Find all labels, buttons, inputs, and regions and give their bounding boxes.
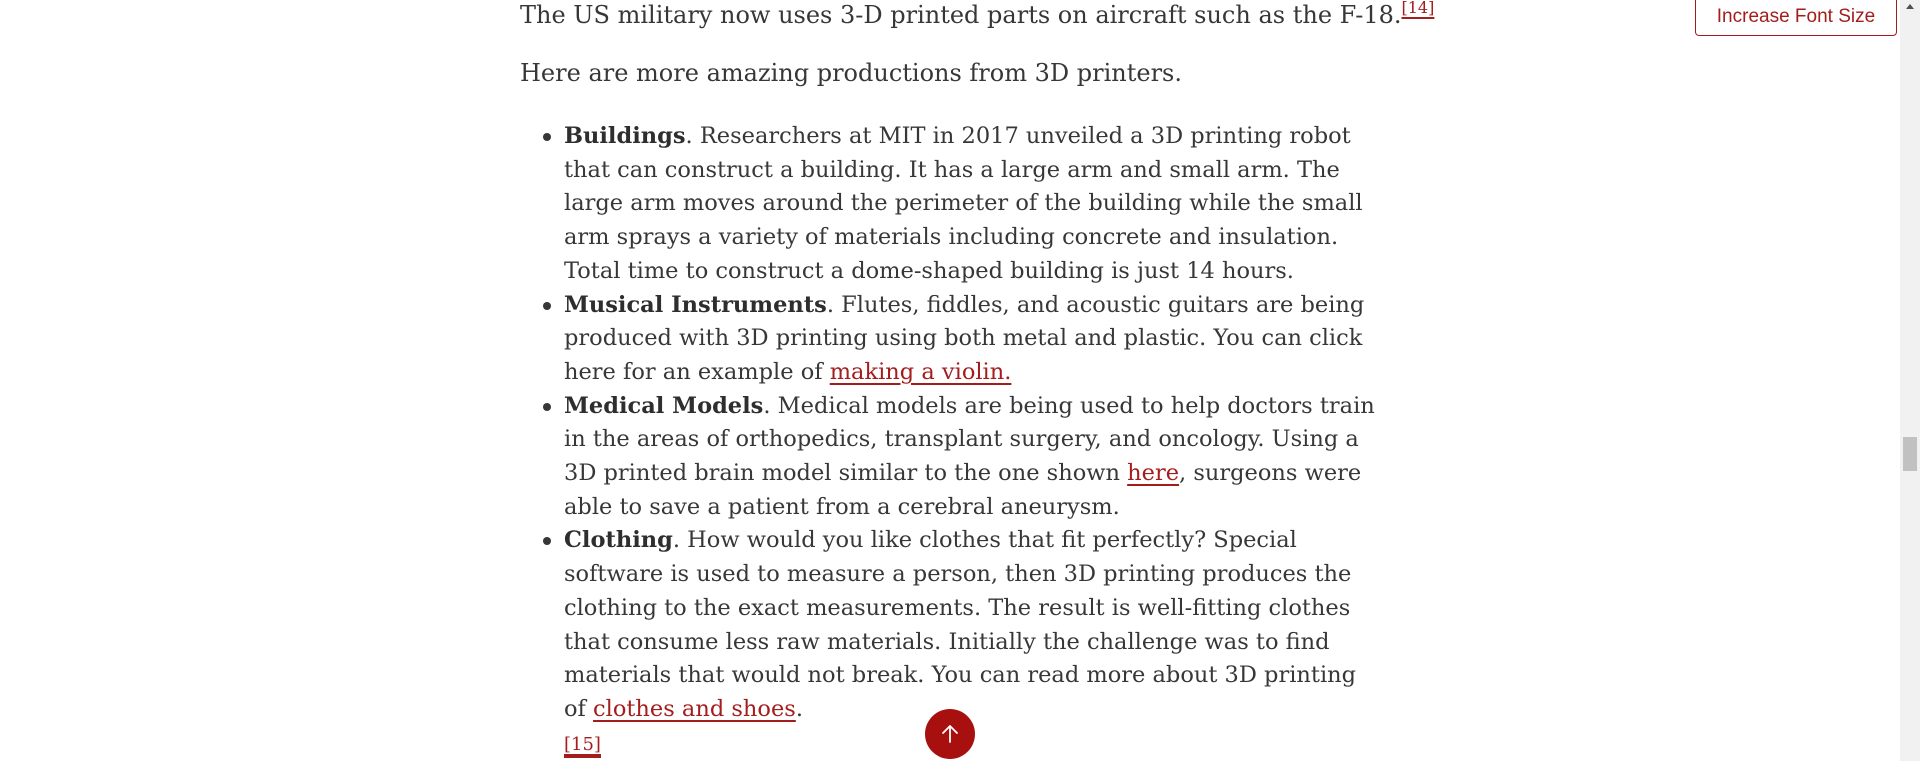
clothes-and-shoes-link[interactable]: clothes and shoes	[593, 695, 796, 722]
item-body: . Medical models are being used to help doctors train in the areas of orthopedics, transplant surgery, and oncology. Using a 3D printed brain model similar to the one shown	[564, 392, 1375, 487]
back-to-top-button[interactable]	[925, 709, 975, 759]
brain-model-link[interactable]: here	[1127, 460, 1180, 487]
list-item-medical-models	[564, 390, 1384, 525]
page-scrollbar[interactable]	[1900, 0, 1920, 761]
footnote-14-link[interactable]: [14]	[1401, 0, 1435, 17]
list-item-buildings	[564, 120, 1384, 289]
list-item-clothing	[564, 524, 1384, 760]
item-body: . How would you like clothes that fit perfectly? Special software is used to measure a person, then 3D printing produces the clothing to the exact measurements. The result is well-fitting clothes that consume less raw materials. Initially the challenge was to find materials that would not break. You can read more about 3D printing of	[564, 527, 1357, 722]
item-title: Clothing	[564, 527, 673, 554]
bullet-icon	[543, 302, 551, 310]
list-item-musical-instruments	[564, 289, 1384, 390]
item-title: Buildings	[564, 123, 686, 149]
scroll-up-arrow-icon[interactable]	[1906, 4, 1914, 9]
item-body: . Flutes, fiddles, and acoustic guitars are being produced with 3D printing using both metal and plastic. You can click here for an example of	[564, 291, 1365, 385]
arrow-up-icon	[938, 722, 962, 746]
item-body-end: , surgeons were able to save a patient from a cerebral aneurysm.	[564, 460, 1362, 520]
increase-font-size-button[interactable]: Increase Font Size	[1695, 0, 1897, 36]
paragraph-intro: Here are more amazing productions from 3D printers.	[520, 59, 1182, 87]
scrollbar-thumb[interactable]	[1903, 437, 1917, 471]
bullet-icon	[543, 537, 551, 545]
violin-link[interactable]: making a violin.	[829, 358, 1012, 385]
item-body: . Researchers at MIT in 2017 unveiled a 3D printing robot that can construct a building. It has a large arm and small arm. The large arm moves around the perimeter of the building while the small arm sprays a variety of materials including concrete and insulation. Total time to construct a dome-shaped building is just 14 hours.	[564, 123, 1363, 284]
footnote-15-link[interactable]: [15]	[564, 734, 601, 758]
productions-list	[520, 120, 1384, 760]
bullet-icon	[543, 133, 551, 141]
item-title: Medical Models	[564, 392, 764, 419]
item-body-end: .	[795, 695, 803, 722]
item-title: Musical Instruments	[564, 291, 827, 318]
paragraph-military	[520, 0, 1434, 30]
paragraph-military-text: The US military now uses 3-D printed parts on aircraft such as the F-18.	[520, 1, 1402, 29]
bullet-icon	[543, 403, 551, 411]
